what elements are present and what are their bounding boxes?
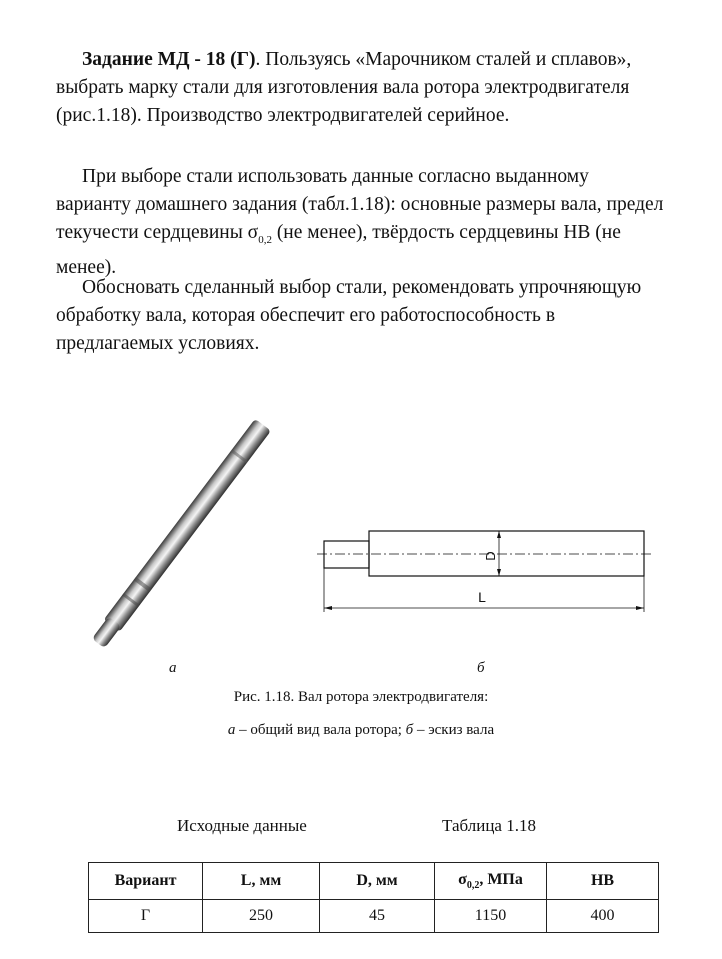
header-hardness: НВ: [547, 863, 659, 900]
cell-length: 250: [203, 900, 320, 933]
header-variant: Вариант: [89, 863, 203, 900]
task-paragraph-1: [56, 46, 666, 130]
dimension-d-label: D: [483, 551, 498, 561]
header-diameter: D, мм: [320, 863, 435, 900]
task-title: Задание МД - 18 (Г): [82, 49, 256, 70]
sigma-subscript: 0,2: [258, 233, 272, 246]
cell-hardness: 400: [547, 900, 659, 933]
table-row: [89, 900, 659, 933]
task-text-2a: При выборе стали использовать данные согласно выданному варианту домашнего задания (табл.1.18): основные размеры вала, предел текучести сердцевины σ: [56, 166, 664, 243]
figure-caption: Рис. 1.18. Вал ротора электродвигателя:: [233, 689, 489, 705]
figure-caption-legend: а – общий вид вала ротора; б – эскиз вала: [227, 722, 495, 738]
task-text-1: . Пользуясь «Марочником сталей и сплавов», выбрать марку стали для изготовления вала ротора электродвигателя (рис.1.18). Производство электродвигателей серийное.: [56, 49, 632, 126]
task-text-3: Обосновать сделанный выбор стали, рекомендовать упрочняющую обработку вала, которая обеспечит его работоспособность в предлагаемых условиях.: [56, 277, 642, 354]
shaft-sketch: [312, 520, 657, 620]
table-header-row: [89, 863, 659, 900]
dimension-l-label: L: [478, 589, 486, 605]
data-table: [88, 862, 659, 933]
figure-label-b: б: [477, 660, 485, 676]
cell-variant: Г: [89, 900, 203, 933]
header-length: L, мм: [203, 863, 320, 900]
cell-diameter: 45: [320, 900, 435, 933]
shaft-step-small: [324, 541, 369, 568]
header-yield-strength: $\sigma_{0,2}$, МПа: [435, 863, 547, 900]
figure-label-a: а: [169, 660, 177, 676]
shaft-body: [369, 531, 644, 576]
table-title: Исходные данные: [177, 816, 307, 835]
task-paragraph-2: [56, 163, 666, 282]
task-text-2b: (не менее), твёрдость сердцевины НВ (не менее).: [56, 222, 621, 278]
cell-yield-strength: 1150: [435, 900, 547, 933]
table-number: Таблица 1.18: [442, 816, 536, 835]
shaft-photo: [40, 415, 320, 655]
task-paragraph-3: [56, 274, 666, 358]
